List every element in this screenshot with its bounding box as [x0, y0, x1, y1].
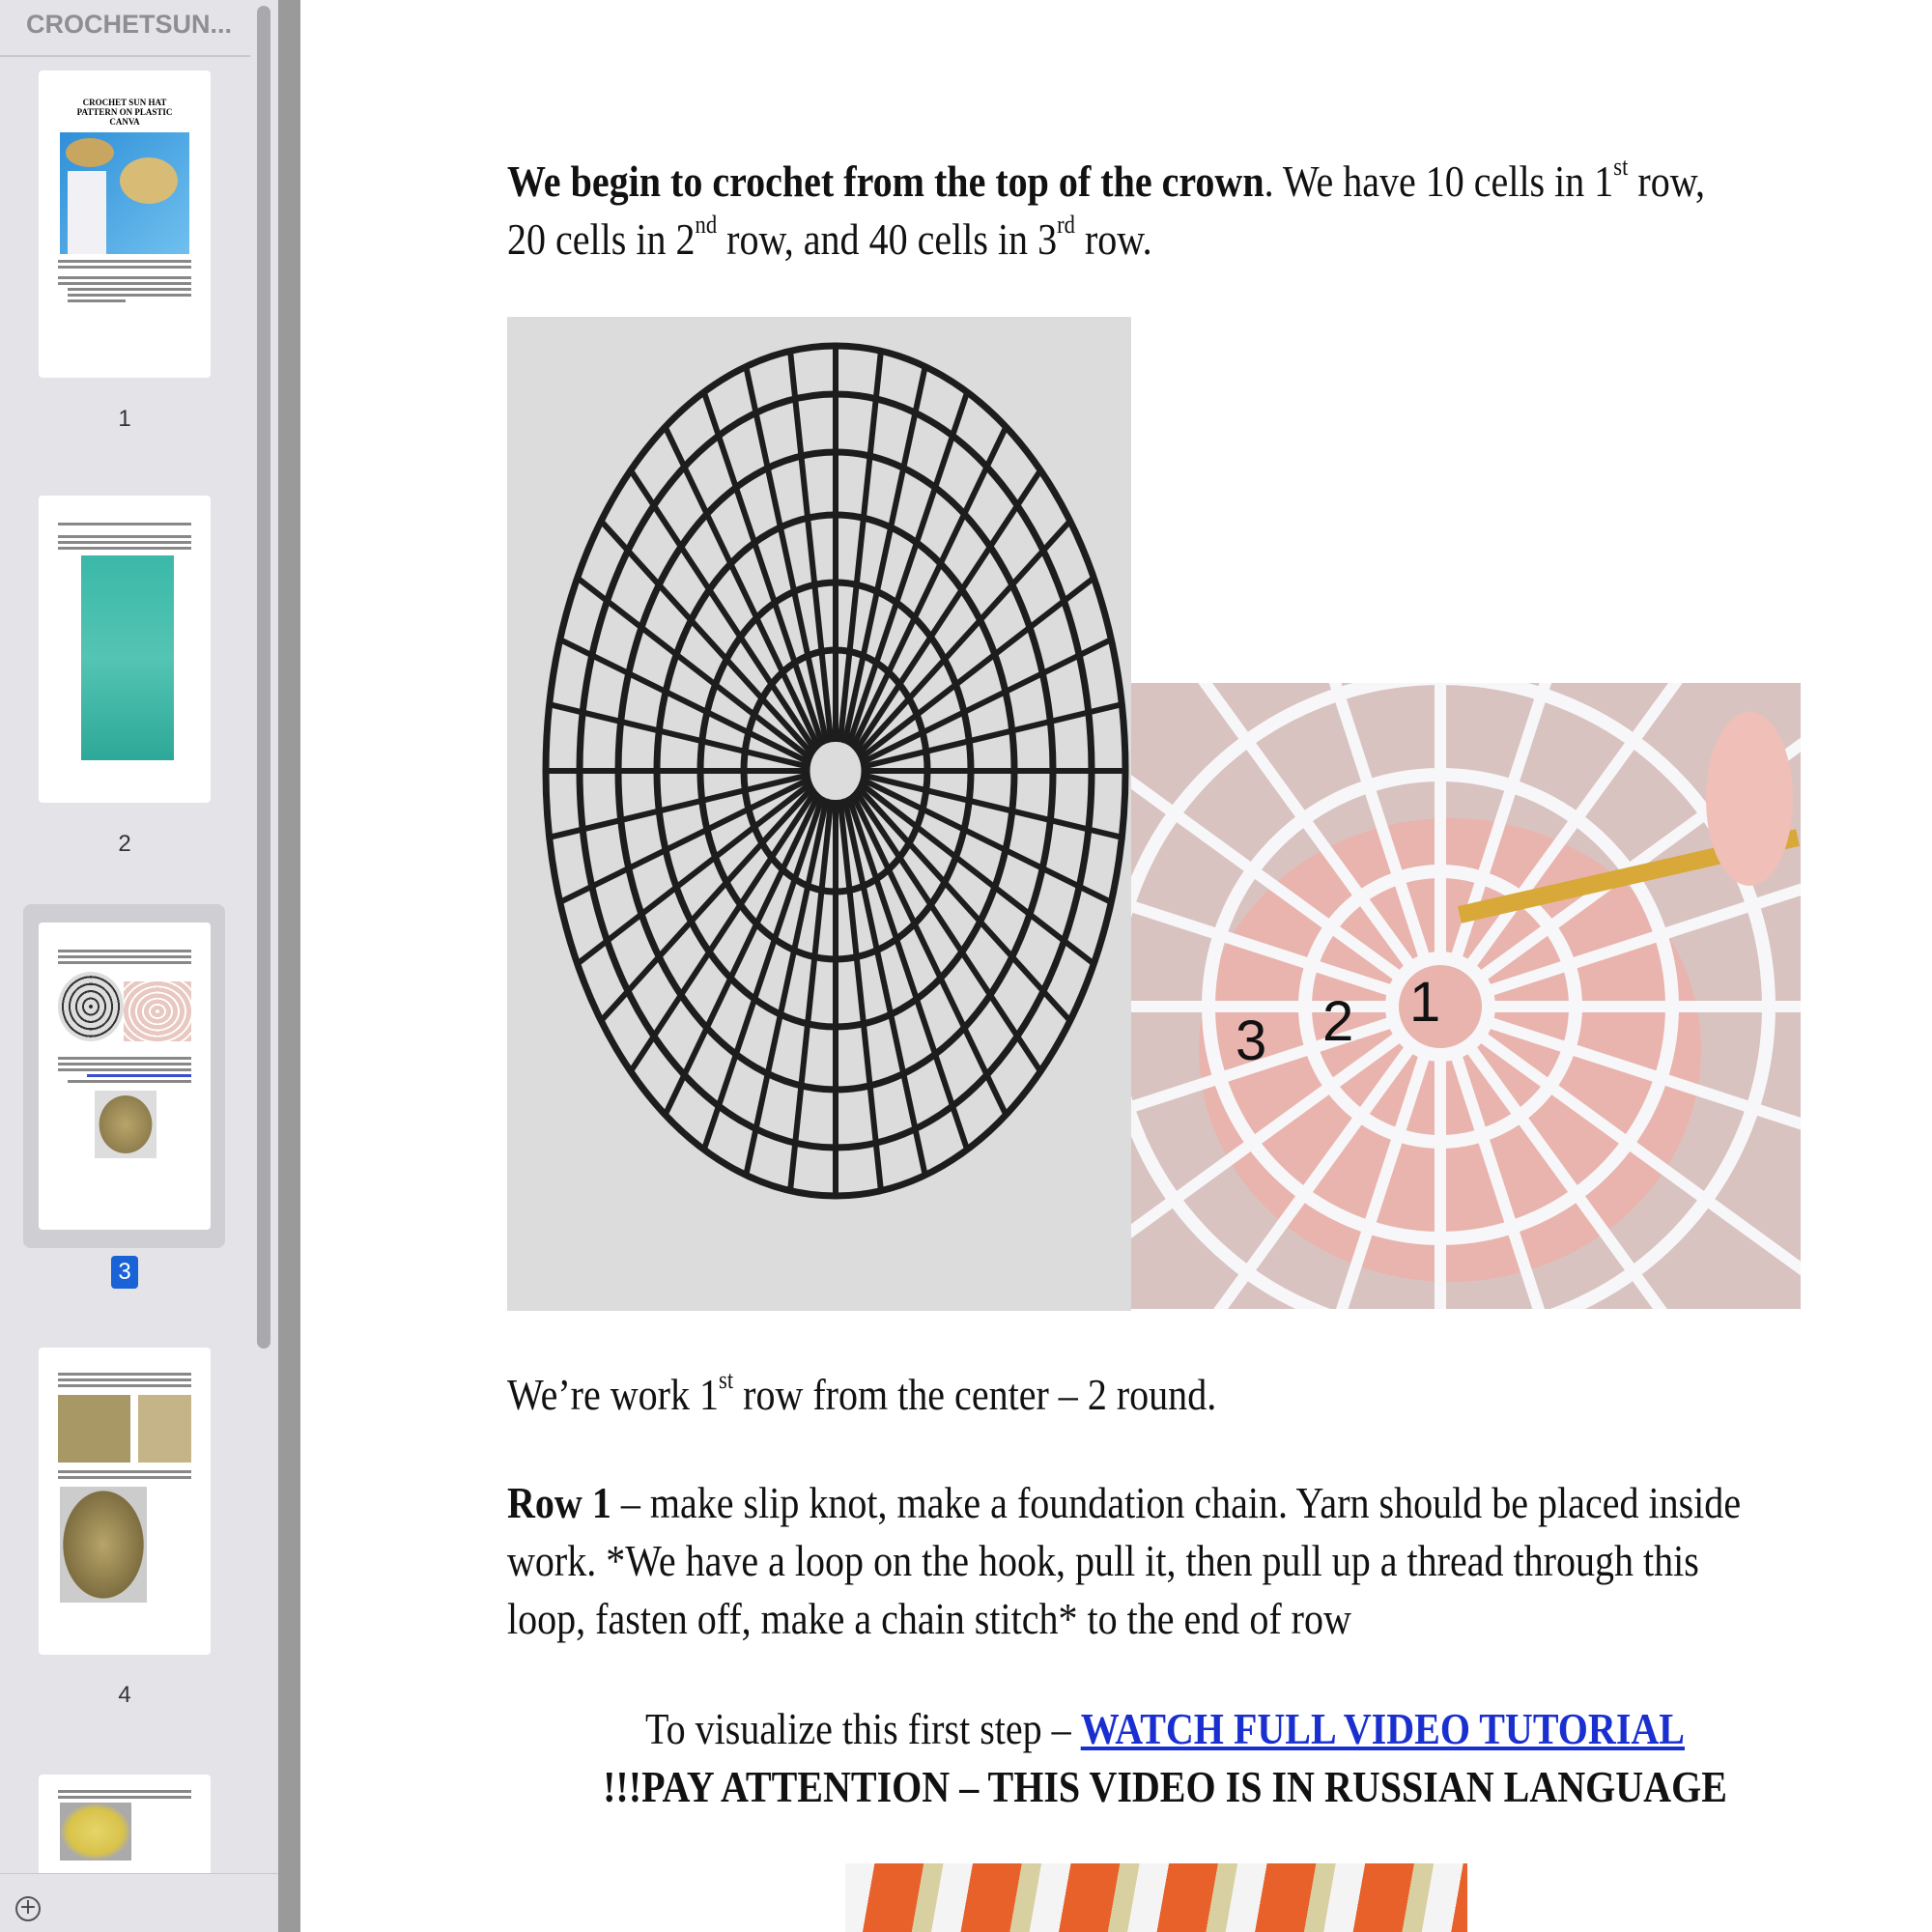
photo-label: 1	[1409, 971, 1441, 1034]
visualize-line: To visualize this first step – WATCH FULL VIDEO TUTORIAL	[645, 1704, 1685, 1753]
hat-photo	[60, 132, 189, 254]
page-thumbnail-5[interactable]	[39, 1775, 211, 1873]
page-thumbnail-4[interactable]	[39, 1348, 211, 1655]
page-thumbnail-2[interactable]	[39, 496, 211, 803]
sidebar-divider[interactable]	[278, 0, 300, 1932]
bottom-photo	[845, 1863, 1467, 1932]
photo	[81, 555, 174, 760]
plus-circle-icon[interactable]: +	[15, 1896, 41, 1921]
page-thumbnail-1[interactable]	[39, 71, 211, 378]
row1-line-3: loop, fasten off, make a chain stitch* to the end of row	[507, 1594, 1351, 1643]
white-plastic-canvas-photo	[1131, 683, 1801, 1309]
intro-line-1: We begin to crochet from the top of the crown. We have 10 cells in 1st row,	[507, 153, 1706, 206]
page-label: 1	[118, 406, 131, 432]
video-tutorial-link[interactable]: WATCH FULL VIDEO TUTORIAL	[1080, 1704, 1685, 1753]
attention-line: !!!PAY ATTENTION – THIS VIDEO IS IN RUSSIAN LANGUAGE	[603, 1762, 1727, 1811]
sidebar-scrollbar[interactable]	[257, 6, 270, 1349]
page-thumbnail-3[interactable]	[39, 923, 211, 1230]
thumb-title: CROCHET SUN HAT PATTERN ON PLASTIC CANVA	[76, 98, 173, 127]
page-label: 4	[118, 1682, 131, 1708]
document-title: CROCHETSUN...	[26, 10, 233, 39]
work-line: We’re work 1st row from the center – 2 round.	[507, 1366, 1217, 1419]
divider	[0, 55, 250, 57]
thumbnail-sidebar	[0, 0, 278, 1932]
page-label: 2	[118, 831, 131, 857]
page-label-selected: 3	[111, 1256, 138, 1289]
intro-line-2: 20 cells in 2nd row, and 40 cells in 3rd row.	[507, 211, 1152, 264]
photo-label: 2	[1322, 990, 1354, 1053]
row1-line-2: work. *We have a loop on the hook, pull it, then pull up a thread through this	[507, 1536, 1699, 1585]
sidebar-footer	[0, 1873, 278, 1932]
black-plastic-canvas-photo	[507, 317, 1131, 1311]
row1-line-1: Row 1 – make slip knot, make a foundation chain. Yarn should be placed inside	[507, 1478, 1742, 1527]
photo-label: 3	[1236, 1009, 1267, 1072]
